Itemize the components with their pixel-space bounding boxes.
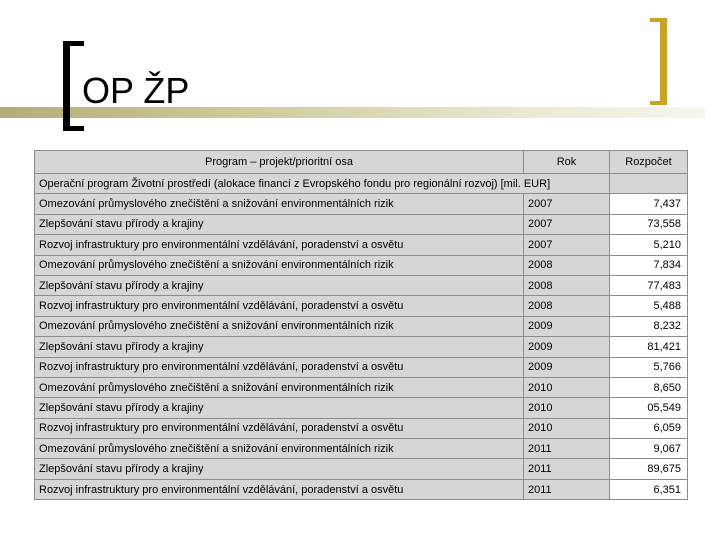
header-budget: Rozpočet: [610, 151, 688, 174]
row-budget: 05,549: [610, 398, 688, 418]
table-row: [35, 194, 688, 214]
table-row: [35, 316, 688, 336]
right-bracket-decoration: [660, 18, 667, 105]
row-year: 2008: [524, 296, 610, 316]
row-year: 2009: [524, 337, 610, 357]
right-bracket-top: [650, 18, 667, 22]
row-year: 2009: [524, 357, 610, 377]
table-row: [35, 377, 688, 397]
row-year: 2007: [524, 214, 610, 234]
row-budget: 5,488: [610, 296, 688, 316]
table-row: [35, 296, 688, 316]
row-budget: 81,421: [610, 337, 688, 357]
row-budget: 8,232: [610, 316, 688, 336]
row-budget: 8,650: [610, 377, 688, 397]
row-year: 2009: [524, 316, 610, 336]
row-project-name: Rozvoj infrastruktury pro environmentální vzdělávání, poradenství a osvětu: [35, 479, 524, 499]
row-budget: 9,067: [610, 439, 688, 459]
row-budget: 6,351: [610, 479, 688, 499]
program-row-blank: [610, 174, 688, 194]
table-row: [35, 275, 688, 295]
row-project-name: Zlepšování stavu přírody a krajiny: [35, 459, 524, 479]
row-project-name: Zlepšování stavu přírody a krajiny: [35, 275, 524, 295]
table-row: [35, 235, 688, 255]
row-year: 2011: [524, 479, 610, 499]
table-row: [35, 459, 688, 479]
row-budget: 5,766: [610, 357, 688, 377]
row-budget: 7,834: [610, 255, 688, 275]
row-year: 2010: [524, 398, 610, 418]
table-row: [35, 357, 688, 377]
row-project-name: Zlepšování stavu přírody a krajiny: [35, 398, 524, 418]
row-project-name: Zlepšování stavu přírody a krajiny: [35, 337, 524, 357]
row-project-name: Rozvoj infrastruktury pro environmentální vzdělávání, poradenství a osvětu: [35, 418, 524, 438]
right-bracket-bottom: [650, 101, 667, 105]
header-year: Rok: [524, 151, 610, 174]
row-budget: 73,558: [610, 214, 688, 234]
row-project-name: Rozvoj infrastruktury pro environmentální vzdělávání, poradenství a osvětu: [35, 296, 524, 316]
row-year: 2010: [524, 418, 610, 438]
left-bracket-top: [63, 41, 84, 46]
row-budget: 7,437: [610, 194, 688, 214]
slide-title: OP ŽP: [82, 70, 190, 111]
left-bracket-decoration: [63, 41, 70, 131]
row-year: 2008: [524, 255, 610, 275]
table-row: [35, 337, 688, 357]
row-budget: 6,059: [610, 418, 688, 438]
table-row: [35, 479, 688, 499]
table-row: [35, 439, 688, 459]
row-project-name: Omezování průmyslového znečištění a snižování environmentálních rizik: [35, 194, 524, 214]
table-row: [35, 418, 688, 438]
program-row-label: Operační program Životní prostředí (alokace financí z Evropského fondu pro regionální rozvoj) [mil. EUR]: [35, 174, 610, 194]
row-year: 2007: [524, 235, 610, 255]
left-bracket-bottom: [63, 126, 84, 131]
budget-table: [34, 150, 688, 500]
row-project-name: Rozvoj infrastruktury pro environmentální vzdělávání, poradenství a osvětu: [35, 235, 524, 255]
table-header-row: [35, 151, 688, 174]
row-project-name: Zlepšování stavu přírody a krajiny: [35, 214, 524, 234]
header-program: Program – projekt/prioritní osa: [35, 151, 524, 174]
program-row: [35, 174, 688, 194]
row-project-name: Omezování průmyslového znečištění a snižování environmentálních rizik: [35, 377, 524, 397]
row-project-name: Omezování průmyslového znečištění a snižování environmentálních rizik: [35, 316, 524, 336]
row-year: 2007: [524, 194, 610, 214]
row-year: 2011: [524, 459, 610, 479]
row-budget: 5,210: [610, 235, 688, 255]
row-year: 2010: [524, 377, 610, 397]
row-year: 2011: [524, 439, 610, 459]
row-project-name: Omezování průmyslového znečištění a snižování environmentálních rizik: [35, 255, 524, 275]
row-year: 2008: [524, 275, 610, 295]
row-project-name: Omezování průmyslového znečištění a snižování environmentálních rizik: [35, 439, 524, 459]
row-budget: 89,675: [610, 459, 688, 479]
row-budget: 77,483: [610, 275, 688, 295]
row-project-name: Rozvoj infrastruktury pro environmentální vzdělávání, poradenství a osvětu: [35, 357, 524, 377]
table-row: [35, 255, 688, 275]
table-row: [35, 214, 688, 234]
table-row: [35, 398, 688, 418]
